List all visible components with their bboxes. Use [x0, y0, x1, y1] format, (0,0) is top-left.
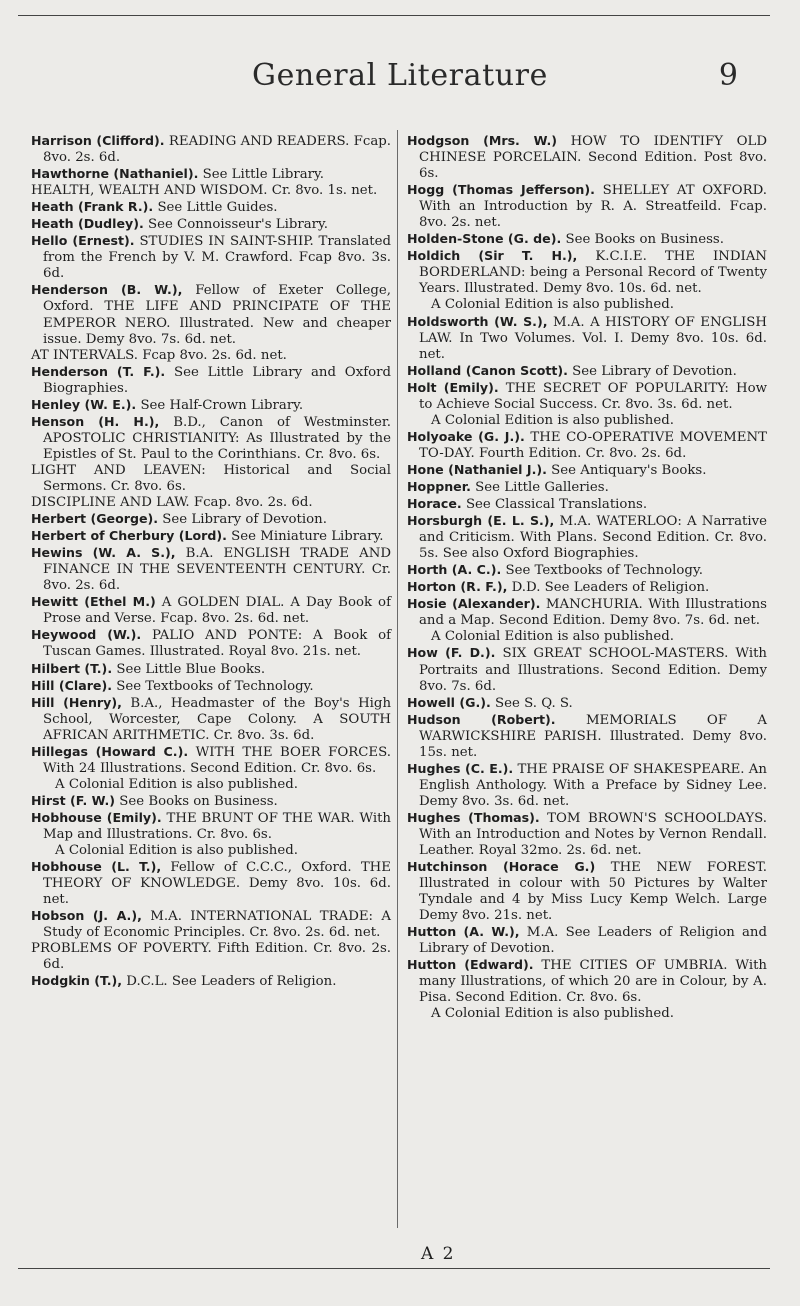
entry-text: M.A. See Leaders of Religion and Library of Devotion.: [419, 925, 767, 957]
edition-note: A Colonial Edition is also published.: [431, 629, 674, 645]
entry-text: See Connoisseur's Library.: [147, 217, 328, 233]
entry-text: See Textbooks of Technology.: [505, 563, 703, 579]
catalog-entry: [407, 924, 767, 957]
catalog-entry: [407, 859, 767, 924]
author-name: Hoppner.: [407, 478, 471, 494]
page-number: 9: [718, 58, 738, 93]
entry-text: PROBLEMS OF POVERTY. Fifth Edition. Cr. 8vo. 2s. 6d.: [31, 941, 391, 973]
entry-text: MEMORIALS OF A WARWICKSHIRE PARISH. Illustrated. Demy 8vo. 15s. net.: [419, 712, 768, 760]
left-column: [31, 133, 391, 990]
entry-text: M.A. INTERNATIONAL TRADE: A Study of Economic Principles. Cr. 8vo. 2s. 6d. net.: [43, 909, 391, 941]
entry-text: HEALTH, WEALTH AND WISDOM. Cr. 8vo. 1s. net.: [31, 183, 378, 199]
author-name: Hughes (Thomas).: [407, 809, 540, 825]
author-name: Herbert (George).: [31, 511, 159, 527]
catalog-entry: [407, 645, 767, 694]
catalog-entry: [407, 810, 767, 859]
author-name: Hughes (C. E.).: [407, 760, 514, 776]
catalog-entry: [31, 528, 391, 545]
author-name: Holden-Stone (G. de).: [407, 231, 562, 247]
entry-text: B.D., Canon of Westminster. APOSTOLIC CHRISTIANITY: As Illustrated by the Epistles of St. Paul to the Corinthians. Cr. 8vo. 6s.: [43, 414, 392, 462]
entry-text: SHELLEY AT OXFORD. With an Introduction by R. A. Streatfeild. Fcap. 8vo. 2s. net.: [419, 183, 767, 231]
catalog-entry: [407, 462, 767, 479]
entry-text: THE PRAISE OF SHAKESPEARE. An English Anthology. With a Preface by Sidney Lee. Demy 8vo. 3s. 6d. net.: [419, 761, 767, 809]
entry-text: A GOLDEN DIAL. A Day Book of Prose and Verse. Fcap. 8vo. 2s. 6d. net.: [43, 595, 391, 627]
author-name: Heath (Frank R.).: [31, 199, 154, 215]
entry-text: WITH THE BOER FORCES. With 24 Illustrations. Second Edition. Cr. 8vo. 6s.: [43, 744, 391, 776]
entry-text: SIX GREAT SCHOOL-MASTERS. With Portraits and Illustrations. Second Edition. Demy 8vo. 7s. 6d.: [419, 646, 767, 694]
author-name: Heath (Dudley).: [31, 216, 144, 232]
catalog-entry: [407, 562, 767, 579]
author-name: Henderson (B. W.),: [31, 282, 183, 298]
edition-note: A Colonial Edition is also published.: [431, 1006, 674, 1022]
entry-text: Fellow of C.C.C., Oxford. THE THEORY OF KNOWLEDGE. Demy 8vo. 10s. 6d. net.: [43, 860, 391, 908]
catalog-entry: [31, 463, 391, 495]
catalog-entry: [407, 957, 767, 1022]
author-name: Horth (A. C.).: [407, 562, 502, 578]
catalog-entry: [407, 363, 767, 380]
author-name: Hilbert (T.).: [31, 660, 113, 676]
author-name: Heywood (W.).: [31, 627, 142, 643]
catalog-entry: [31, 133, 391, 166]
entry-text: See Little Guides.: [157, 200, 278, 216]
catalog-entry: [407, 513, 767, 562]
entry-text: THE CO-OPERATIVE MOVEMENT TO-DAY. Fourth Edition. Cr. 8vo. 2s. 6d.: [419, 429, 768, 461]
author-name: Hill (Henry),: [31, 694, 122, 710]
catalog-entry: [31, 744, 391, 793]
author-name: Harrison (Clifford).: [31, 133, 165, 148]
author-name: Holdich (Sir T. H.),: [407, 248, 578, 264]
catalog-entry: [31, 511, 391, 528]
edition-note: A Colonial Edition is also published.: [55, 776, 298, 792]
catalog-entry: [31, 397, 391, 414]
catalog-entry: [31, 627, 391, 660]
entry-text: See Miniature Library.: [231, 529, 384, 545]
catalog-entry: [31, 282, 391, 347]
author-name: Hobhouse (Emily).: [31, 809, 162, 825]
author-name: Horsburgh (E. L. S.),: [407, 513, 555, 529]
catalog-entry: [407, 596, 767, 645]
entry-text: MANCHURIA. With Illustrations and a Map. Second Edition. Demy 8vo. 7s. 6d. net.: [419, 597, 768, 629]
running-title: General Literature: [252, 58, 548, 93]
entry-text: DISCIPLINE AND LAW. Fcap. 8vo. 2s. 6d.: [31, 495, 313, 511]
entry-text: D.C.L. See Leaders of Religion.: [126, 974, 337, 990]
edition-note: A Colonial Edition is also published.: [55, 843, 298, 859]
author-name: Hewitt (Ethel M.): [31, 594, 156, 610]
catalog-entry: [407, 695, 767, 712]
entry-text: See Library of Devotion.: [572, 363, 737, 379]
edition-note: A Colonial Edition is also published.: [431, 297, 674, 313]
author-name: Hutton (Edward).: [407, 957, 534, 973]
entry-text: AT INTERVALS. Fcap 8vo. 2s. 6d. net.: [31, 347, 287, 363]
catalog-entry: [407, 579, 767, 596]
catalog-entry: [407, 496, 767, 513]
author-name: Hill (Clare).: [31, 677, 112, 693]
catalog-entry: [31, 233, 391, 282]
catalog-entry: [31, 183, 391, 199]
entry-text: M.A. WATERLOO: A Narrative and Criticism. With Plans. Second Edition. Cr. 8vo. 5s. See also Oxford Biographies.: [419, 514, 767, 562]
entry-text: Fellow of Exeter College, Oxford. THE LIFE AND PRINCIPATE OF THE EMPEROR NERO. Illustrated. New and cheaper issue. Demy 8vo. 7s. 6d. net.: [43, 283, 391, 347]
catalog-entry: [407, 133, 767, 182]
entry-text: See Classical Translations.: [465, 497, 648, 513]
catalog-entry: [407, 429, 767, 462]
catalog-entry: [31, 908, 391, 941]
author-name: How (F. D.).: [407, 645, 496, 661]
author-name: Hobson (J. A.),: [31, 908, 142, 924]
author-name: Hodgson (Mrs. W.): [407, 133, 557, 148]
catalog-entry: [31, 414, 391, 463]
entry-text: TOM BROWN'S SCHOOLDAYS. With an Introduction and Notes by Vernon Rendall. Leather. Royal 32mo. 2s. 6d. net.: [419, 810, 768, 859]
entry-text: See Books on Business.: [565, 232, 724, 248]
entry-text: See Little Blue Books.: [116, 661, 266, 677]
edition-note: A Colonial Edition is also published.: [431, 412, 674, 428]
author-name: Hudson (Robert).: [407, 711, 556, 727]
entry-text: See Little Library and Oxford Biographies.: [43, 364, 391, 396]
entry-text: THE CITIES OF UMBRIA. With many Illustrations, of which 20 are in Colour, by A. Pisa. Second Edition. Cr. 8vo. 6s.: [419, 958, 767, 1006]
entry-text: STUDIES IN SAINT-SHIP. Translated from the French by V. M. Crawford. Fcap 8vo. 3s. 6d.: [43, 234, 392, 282]
entry-text: See Library of Devotion.: [162, 512, 327, 528]
catalog-entry: [31, 348, 391, 364]
top-border-rule: [18, 15, 770, 16]
author-name: Hirst (F. W.): [31, 792, 116, 808]
catalog-entry: [31, 695, 391, 744]
entry-text: LIGHT AND LEAVEN: Historical and Social Sermons. Cr. 8vo. 6s.: [31, 462, 391, 494]
author-name: Holt (Emily).: [407, 379, 499, 395]
author-name: Hobhouse (L. T.),: [31, 859, 162, 875]
catalog-entry: [31, 973, 391, 990]
right-column: [407, 133, 767, 1023]
entry-text: See Little Library.: [202, 167, 325, 183]
entry-text: See Books on Business.: [119, 793, 278, 809]
catalog-entry: [407, 182, 767, 231]
catalog-entry: [407, 248, 767, 313]
catalog-entry: [31, 793, 391, 810]
entry-text: HOW TO IDENTIFY OLD CHINESE PORCELAIN. Second Edition. Post 8vo. 6s.: [419, 134, 767, 182]
author-name: Hosie (Alexander).: [407, 596, 541, 612]
entry-text: THE NEW FOREST. Illustrated in colour with 50 Pictures by Walter Tyndale and 4 by Miss Lucy Kemp Welch. Large Demy 8vo. 21s. net.: [419, 860, 767, 924]
entry-text: D.D. See Leaders of Religion.: [511, 580, 710, 596]
catalog-entry: [31, 545, 391, 594]
catalog-entry: [31, 594, 391, 627]
catalog-entry: [407, 231, 767, 248]
catalog-entry: [31, 364, 391, 397]
signature-mark: A 2: [421, 1244, 456, 1264]
bottom-border-rule: [18, 1268, 770, 1269]
author-name: Hodgkin (T.),: [31, 973, 123, 989]
entry-text: B.A., Headmaster of the Boy's High School, Worcester, Cape Colony. A SOUTH AFRICAN ARITHMETIC. Cr. 8vo. 3s. 6d.: [43, 695, 392, 743]
author-name: Hogg (Thomas Jefferson).: [407, 182, 595, 198]
catalog-entry: [31, 941, 391, 973]
author-name: Hello (Ernest).: [31, 233, 135, 249]
entry-text: READING AND READERS. Fcap. 8vo. 2s. 6d.: [43, 134, 391, 166]
author-name: Hewins (W. A. S.),: [31, 545, 176, 561]
entry-text: See Textbooks of Technology.: [116, 678, 314, 694]
entry-text: THE SECRET OF POPULARITY: How to Achieve Social Success. Cr. 8vo. 3s. 6d. net.: [419, 380, 767, 412]
catalog-entry: [31, 199, 391, 216]
author-name: Holdsworth (W. S.),: [407, 313, 548, 329]
entry-text: See Little Galleries.: [475, 479, 609, 495]
column-divider: [397, 130, 398, 1228]
author-name: Hawthorne (Nathaniel).: [31, 166, 199, 182]
author-name: Hillegas (Howard C.).: [31, 743, 189, 759]
catalog-entry: [31, 216, 391, 233]
entry-text: K.C.I.E. THE INDIAN BORDERLAND: being a Personal Record of Twenty Years. Illustrated. Demy 8vo. 10s. 6d. net.: [419, 249, 768, 297]
author-name: Henley (W. E.).: [31, 396, 137, 412]
catalog-entry: [407, 761, 767, 810]
catalog-entry: [31, 166, 391, 183]
author-name: Howell (G.).: [407, 694, 491, 710]
author-name: Henderson (T. F.).: [31, 363, 166, 379]
catalog-entry: [31, 661, 391, 678]
catalog-entry: [31, 495, 391, 511]
author-name: Holyoake (G. J.).: [407, 428, 525, 444]
author-name: Henson (H. H.),: [31, 413, 160, 429]
entry-text: See Half-Crown Library.: [140, 397, 304, 413]
catalog-entry: [407, 380, 767, 429]
entry-text: M.A. A HISTORY OF ENGLISH LAW. In Two Volumes. Vol. I. Demy 8vo. 10s. 6d. net.: [419, 314, 768, 362]
catalog-entry: [31, 810, 391, 859]
catalog-entry: [31, 678, 391, 695]
author-name: Horton (R. F.),: [407, 579, 508, 595]
author-name: Horace.: [407, 496, 462, 512]
author-name: Hutchinson (Horace G.): [407, 859, 596, 875]
catalog-entry: [407, 479, 767, 496]
catalog-entry: [31, 859, 391, 908]
author-name: Hone (Nathaniel J.).: [407, 461, 547, 477]
entry-text: See Antiquary's Books.: [551, 462, 707, 478]
catalog-entry: [407, 314, 767, 363]
author-name: Holland (Canon Scott).: [407, 362, 568, 378]
author-name: Hutton (A. W.),: [407, 924, 520, 940]
entry-text: THE BRUNT OF THE WAR. With Map and Illustrations. Cr. 8vo. 6s.: [43, 810, 391, 842]
entry-text: See S. Q. S.: [495, 695, 573, 711]
catalog-entry: [407, 712, 767, 761]
entry-text: B.A. ENGLISH TRADE AND FINANCE IN THE SEVENTEENTH CENTURY. Cr. 8vo. 2s. 6d.: [43, 546, 392, 594]
entry-text: PALIO AND PONTE: A Book of Tuscan Games. Illustrated. Royal 8vo. 21s. net.: [43, 628, 391, 660]
author-name: Herbert of Cherbury (Lord).: [31, 528, 227, 544]
